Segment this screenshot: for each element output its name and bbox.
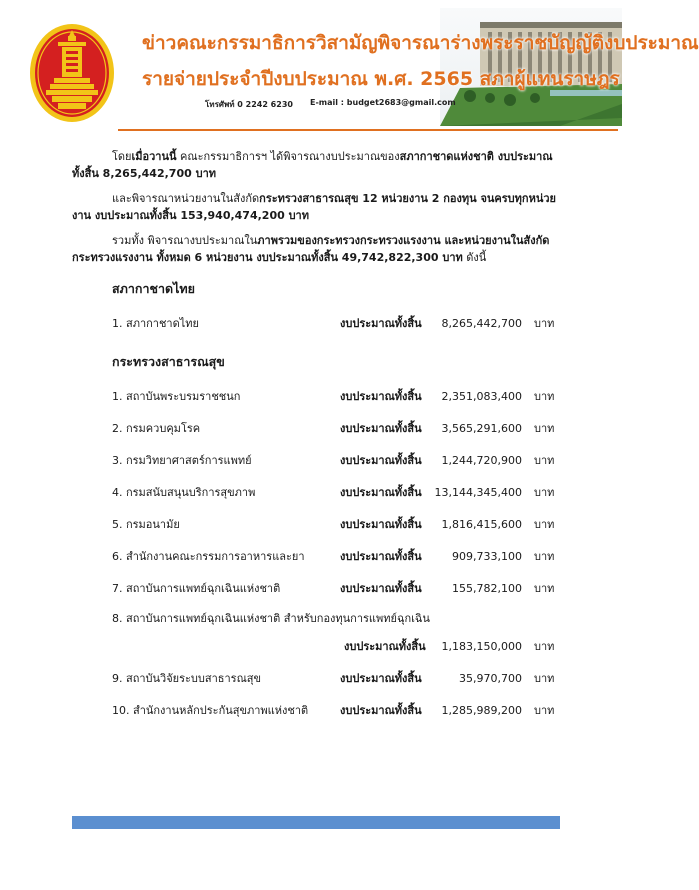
budget-row (72, 476, 562, 508)
budget-label: งบประมาณทั้งสิ้น (340, 317, 422, 330)
budget-amount: 2,351,083,400 (441, 390, 522, 403)
document-body (72, 148, 562, 726)
agency-name: 5. กรมอนามัย (112, 518, 180, 531)
budget-label: งบประมาณทั้งสิ้น (340, 454, 422, 467)
budget-label: งบประมาณทั้งสิ้น (340, 582, 422, 595)
budget-row (72, 307, 562, 339)
currency-unit: บาท (534, 390, 555, 403)
currency-unit: บาท (534, 317, 555, 330)
budget-row (72, 572, 562, 604)
letterhead (0, 0, 699, 132)
bulletin-title: ข่าวคณะกรรมาธิการวิสามัญพิจารณาร่างพระราชบัญญัติงบประมาณ (142, 32, 699, 54)
agency-name: 9. สถาบันวิจัยระบบสาธารณสุข (112, 672, 262, 685)
currency-unit: บาท (534, 704, 555, 717)
budget-amount: 155,782,100 (452, 582, 522, 595)
section-heading-red-cross: สภากาชาดไทย (112, 281, 195, 296)
currency-unit: บาท (534, 640, 555, 653)
budget-amount: 1,285,989,200 (441, 704, 522, 717)
agency-name: 2. กรมควบคุมโรค (112, 422, 201, 435)
budget-row (72, 540, 562, 572)
budget-label: งบประมาณทั้งสิ้น (340, 518, 422, 531)
section-heading-health: กระทรวงสาธารณสุข (112, 354, 225, 369)
header-divider (118, 129, 618, 131)
agency-name: 1. สถาบันพระบรมราชชนก (112, 390, 241, 403)
budget-label: งบประมาณทั้งสิ้น (340, 550, 422, 563)
agency-name: 1. สภากาชาดไทย (112, 317, 199, 330)
parliament-emblem-icon (28, 22, 116, 124)
intro-paragraph-1: โดยเมื่อวานนี้ คณะกรรมาธิการฯ ได้พิจารณางบประมาณของสภากาชาดแห่งชาติ งบประมาณทั้งสิ้น 8,265,442,700 บาท (72, 150, 553, 180)
agency-name: 4. กรมสนับสนุนบริการสุขภาพ (112, 486, 256, 499)
agency-name: 6. สำนักงานคณะกรรมการอาหารและยา (112, 550, 305, 563)
currency-unit: บาท (534, 672, 555, 685)
budget-label: งบประมาณทั้งสิ้น (340, 422, 422, 435)
budget-row (72, 662, 562, 694)
budget-label: งบประมาณทั้งสิ้น (340, 486, 422, 499)
budget-row (72, 508, 562, 540)
budget-amount: 8,265,442,700 (441, 317, 522, 330)
budget-label: งบประมาณทั้งสิ้น (340, 672, 422, 685)
budget-label: งบประมาณทั้งสิ้น (340, 704, 422, 717)
budget-label: งบประมาณทั้งสิ้น (340, 390, 422, 403)
currency-unit: บาท (534, 518, 555, 531)
budget-row (72, 412, 562, 444)
budget-amount: 1,183,150,000 (441, 640, 522, 653)
currency-unit: บาท (534, 454, 555, 467)
budget-amount: 1,244,720,900 (441, 454, 522, 467)
agency-name: 8. สถาบันการแพทย์ฉุกเฉินแห่งชาติ สำหรับกองทุนการแพทย์ฉุกเฉิน (112, 612, 430, 625)
agency-name: 7. สถาบันการแพทย์ฉุกเฉินแห่งชาติ (112, 582, 281, 595)
budget-amount: 909,733,100 (452, 550, 522, 563)
bulletin-subtitle: รายจ่ายประจำปีงบประมาณ พ.ศ. 2565 สภาผู้แทนราษฎร (142, 68, 620, 90)
contact-email: E-mail : budget2683@gmail.com (310, 98, 456, 107)
budget-row-amount (72, 630, 562, 662)
budget-amount: 13,144,345,400 (434, 486, 522, 499)
intro-paragraph-2: และพิจารณาหน่วยงานในสังกัดกระทรวงสาธารณสุข 12 หน่วยงาน 2 กองทุน จนครบทุกหน่วยงาน งบประมาณทั้งสิ้น 153,940,474,200 บาท (72, 192, 556, 222)
budget-row (72, 444, 562, 476)
contact-phone: โทรศัพท์ 0 2242 6230 (205, 100, 293, 109)
budget-amount: 35,970,700 (459, 672, 522, 685)
budget-row-name (72, 604, 562, 630)
currency-unit: บาท (534, 550, 555, 563)
budget-amount: 1,816,415,600 (441, 518, 522, 531)
currency-unit: บาท (534, 422, 555, 435)
intro-paragraph-3: รวมทั้ง พิจารณางบประมาณในภาพรวมของกระทรวงกระทรวงแรงงาน และหน่วยงานในสังกัดกระทรวงแรงงาน ทั้งหมด 6 หน่วยงาน งบประมาณทั้งสิ้น 49,742,822,300 บาท ดังนี้ (72, 234, 550, 264)
currency-unit: บาท (534, 486, 555, 499)
budget-label: งบประมาณทั้งสิ้น (344, 640, 426, 653)
footer-bar (72, 816, 560, 829)
agency-name: 10. สำนักงานหลักประกันสุขภาพแห่งชาติ (112, 704, 309, 717)
budget-amount: 3,565,291,600 (441, 422, 522, 435)
budget-row (72, 694, 562, 726)
currency-unit: บาท (534, 582, 555, 595)
budget-row (72, 380, 562, 412)
agency-name: 3. กรมวิทยาศาสตร์การแพทย์ (112, 454, 252, 467)
